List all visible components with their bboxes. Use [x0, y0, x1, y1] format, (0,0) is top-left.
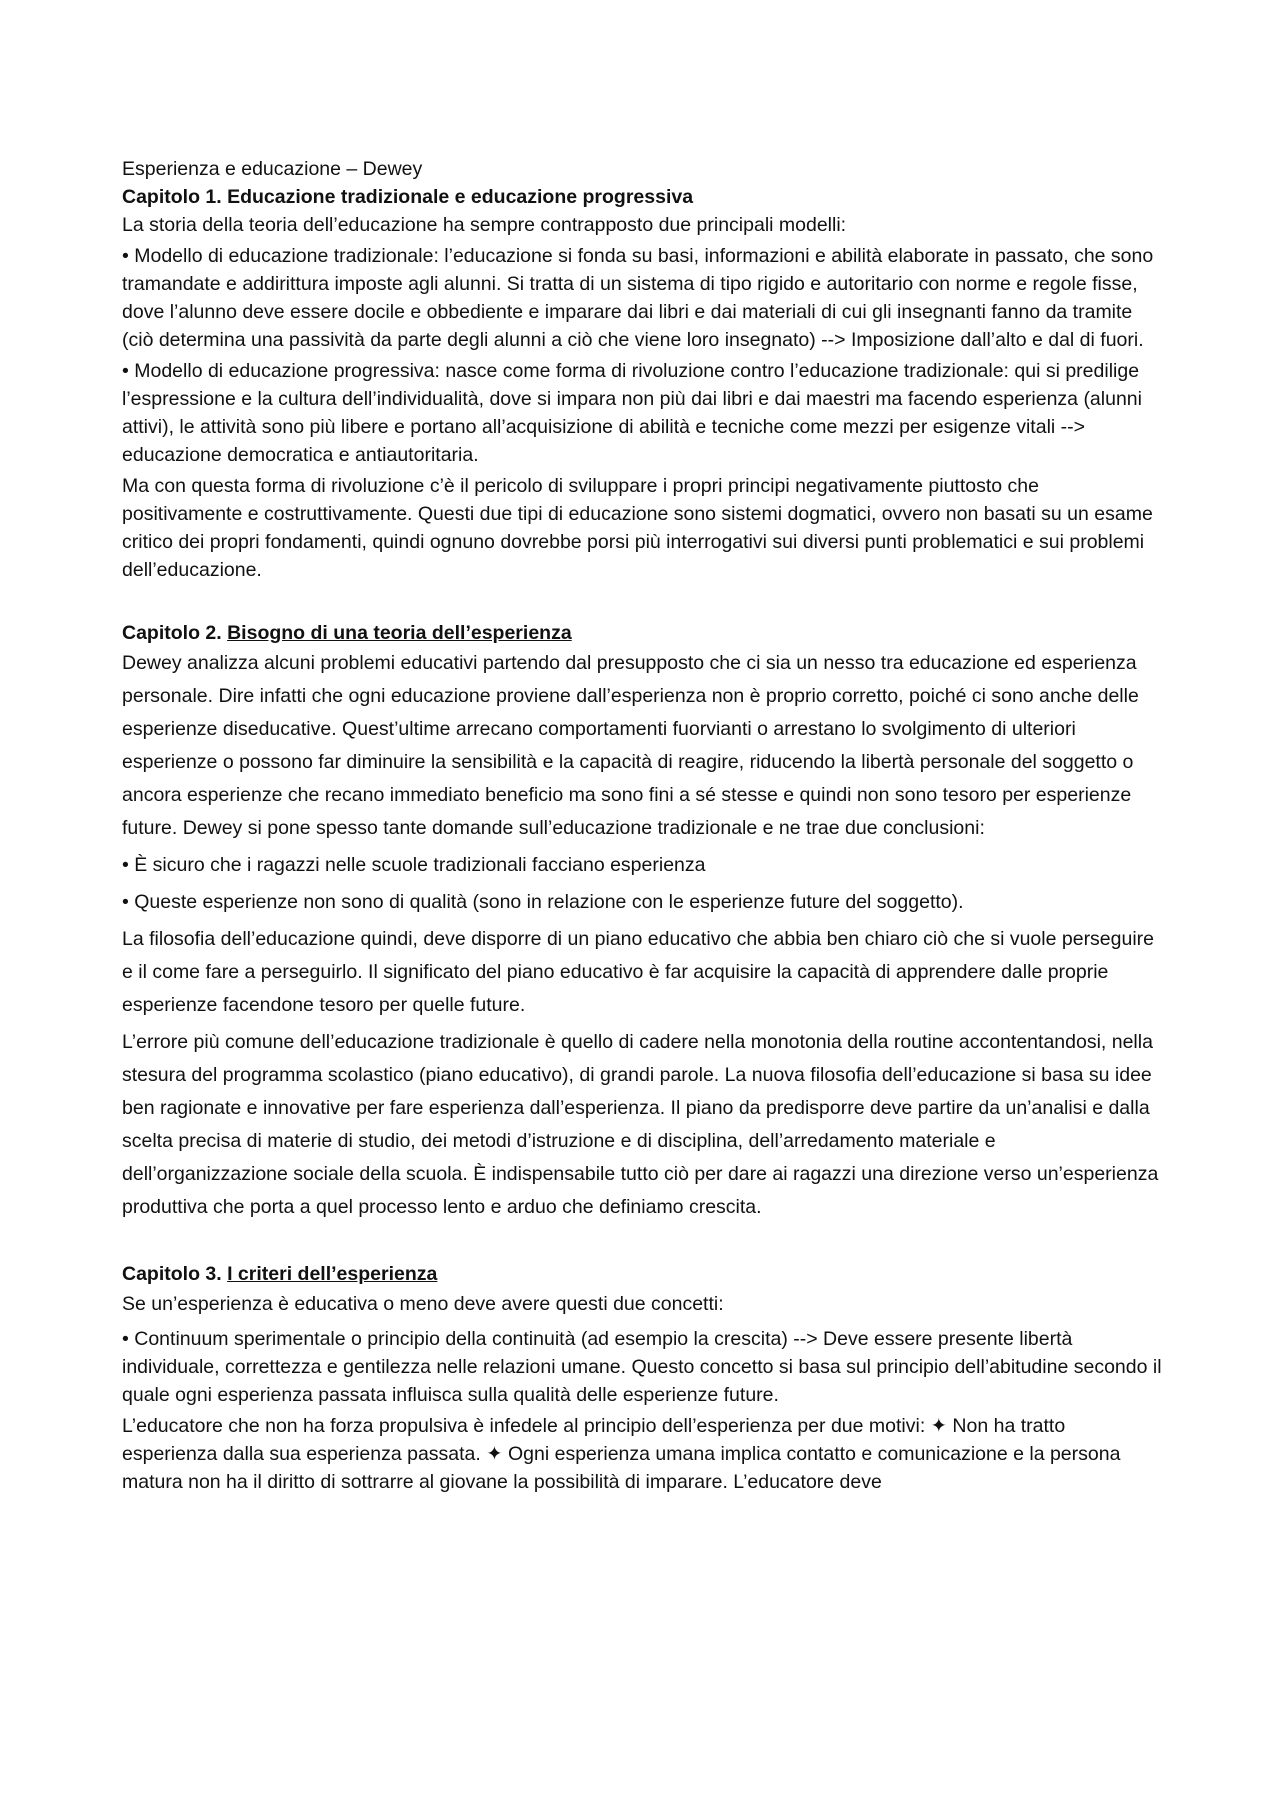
chapter-2-paragraph-1: Dewey analizza alcuni problemi educativi partendo dal presupposto che ci sia un nesso tra educazione ed esperienza personale. Dire infatti che ogni educazione proviene dall’esperienza non è proprio corretto, poiché ci sono anche delle esperienze diseducative. Quest’ultime arrecano comportamenti fuorvianti o arrestano lo svolgimento di ulteriori esperienze o possono far diminuire la sensibilità e la capacità di reagire, riducendo la libertà personale del soggetto o ancora esperienze che recano immediato beneficio ma sono fini a sé stesse e quindi non sono tesoro per esperienze future. Dewey si pone spesso tante domande sull’educazione tradizionale e ne trae due conclusioni: [122, 652, 1139, 839]
chapter-2-heading [122, 619, 1162, 647]
document-title: Esperienza e educazione – Dewey [122, 158, 423, 180]
chapter-1-intro: La storia della teoria dell’educazione ha sempre contrapposto due principali modelli: [122, 214, 847, 236]
section-gap [122, 587, 1162, 619]
chapter-3-intro: Se un’esperienza è educativa o meno deve avere questi due concetti: [122, 1293, 724, 1315]
chapter-1-bullet-progressive: • Modello di educazione progressiva: nasce come forma di rivoluzione contro l’educazione tradizionale: qui si predilige l’espressione e la cultura dell’individualità, dove si impara non più dai libri e dai maestri ma facendo esperienza (alunni attivi), le attività sono più libere e portano all’acquisizione di abilità e tecniche come mezzi per esigenze vitali --> educazione democratica e antiautoritaria. [122, 357, 1162, 469]
chapter-3-bullet-1: • Continuum sperimentale o principio della continuità (ad esempio la crescita) --> Deve essere presente libertà individuale, correttezza e gentilezza nelle relazioni umane. Questo concetto si basa sul principio dell’abitudine secondo il quale ogni esperienza passata influisca sulla qualità delle esperienze future. [122, 1325, 1162, 1409]
section-gap [122, 1228, 1162, 1260]
chapter-3-heading [122, 1260, 1162, 1288]
chapter-3-heading-prefix: Capitolo 3. [122, 1263, 228, 1285]
chapter-2-bullet-2: • Queste esperienze non sono di qualità (sono in relazione con le esperienze future del soggetto). [122, 886, 1162, 919]
chapter-3 [122, 1260, 1162, 1496]
chapter-2-heading-prefix: Capitolo 2. [122, 622, 228, 644]
chapter-2-paragraph-2: La filosofia dell’educazione quindi, deve disporre di un piano educativo che abbia ben chiaro ciò che si vuole perseguire e il come fare a perseguirlo. Il significato del piano educativo è far acquisire la capacità di apprendere dalle proprie esperienze facendone tesoro per quelle future. [122, 928, 1155, 1016]
chapter-1-conclusion: Ma con questa forma di rivoluzione c’è il pericolo di sviluppare i propri principi negativamente piuttosto che positivamente e costruttivamente. Questi due tipi di educazione sono sistemi dogmatici, ovvero non basati su un esame critico dei propri fondamenti, quindi ognuno dovrebbe porsi più interrogativi sui diversi punti problematici e sui problemi dell’educazione. [122, 475, 1153, 581]
chapter-3-heading-title: I criteri dell’esperienza [227, 1263, 438, 1285]
chapter-1-bullet-traditional: • Modello di educazione tradizionale: l’educazione si fonda su basi, informazioni e abilità elaborate in passato, che sono tramandate e addirittura imposte agli alunni. Si tratta di un sistema di tipo rigido e autoritario con norme e regole fisse, dove l’alunno deve essere docile e obbediente e imparare dai libri e dai materiali di cui gli insegnanti fanno da tramite (ciò determina una passività da parte degli alunni a ciò che viene loro insegnato) --> Imposizione dall’alto e dal di fuori. [122, 242, 1162, 354]
chapter-1-heading: Capitolo 1. Educazione tradizionale e educazione progressiva [122, 186, 694, 208]
chapter-2-bullet-1: • È sicuro che i ragazzi nelle scuole tradizionali facciano esperienza [122, 849, 1162, 882]
chapter-2-heading-title: Bisogno di una teoria dell’esperienza [227, 622, 572, 644]
chapter-3-paragraph-1: L’educatore che non ha forza propulsiva è infedele al principio dell’esperienza per due motivi: ✦ Non ha tratto esperienza dalla sua esperienza passata. ✦ Ogni esperienza umana implica contatto e comunicazione e la persona matura non ha il diritto di sottrarre al giovane la possibilità di imparare. L’educatore deve [122, 1415, 1121, 1493]
chapter-2-paragraph-3: L’errore più comune dell’educazione tradizionale è quello di cadere nella monotonia della routine accontentandosi, nella stesura del programma scolastico (piano educativo), di grandi parole. La nuova filosofia dell’educazione si basa su idee ben ragionate e innovative per fare esperienza dall’esperienza. Il piano da predisporre deve partire da un’analisi e dalla scelta precisa di materie di studio, dei metodi d’istruzione e di disciplina, dell’arredamento materiale e dell’organizzazione sociale della scuola. È indispensabile tutto ciò per dare ai ragazzi una direzione verso un’esperienza produttiva che porta a quel processo lento e arduo che definiamo crescita. [122, 1031, 1159, 1218]
chapter-2 [122, 619, 1162, 1224]
chapter-1 [122, 183, 1162, 584]
